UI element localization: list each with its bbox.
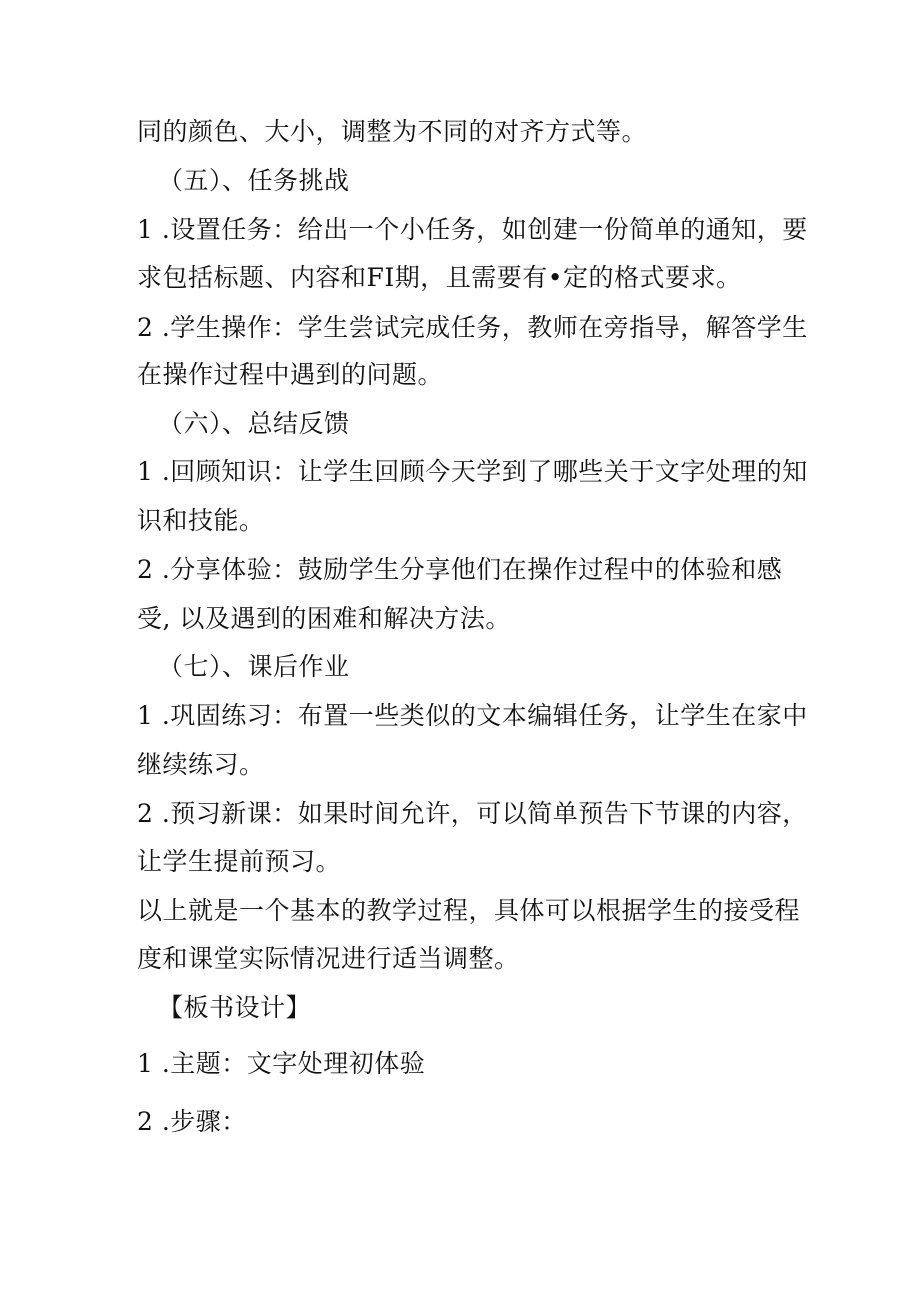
text-line: 在操作过程中遇到的问题。 bbox=[137, 360, 444, 389]
text-line: 让学生提前预习。 bbox=[137, 847, 342, 876]
text-line: 度和课堂实际情况进行适当调整。 bbox=[137, 944, 520, 973]
text-line: 继续练习。 bbox=[137, 750, 265, 779]
text-line: 2 .分享体验：鼓励学生分享他们在操作过程中的体验和感 bbox=[137, 555, 783, 584]
text-line: 同的颜色、大小，调整为不同的对齐方式等。 bbox=[137, 117, 648, 146]
text-line: 2 .学生操作：学生尝试完成任务，教师在旁指导，解答学生 bbox=[137, 313, 808, 342]
text-line: 1 .回顾知识：让学生回顾今天学到了哪些关于文字处理的知 bbox=[137, 457, 808, 486]
text-line: 1 .主题：文字处理初体验 bbox=[137, 1049, 426, 1078]
section-heading: （七）、课后作业 bbox=[158, 652, 350, 681]
text-line: 受, 以及遇到的困难和解决方法。 bbox=[137, 604, 511, 633]
text-line: 识和技能。 bbox=[137, 506, 265, 535]
section-heading: 【板书设计】 bbox=[158, 993, 312, 1022]
section-heading: （六）、总结反馈 bbox=[158, 409, 350, 438]
text-line: 1 .设置任务：给出一个小任务，如创建一份简单的通知，要 bbox=[137, 215, 808, 244]
text-line: 以上就是一个基本的教学过程，具体可以根据学生的接受程 bbox=[137, 896, 801, 925]
text-line: 2 .步骤： bbox=[137, 1107, 247, 1136]
section-heading: （五）、任务挑战 bbox=[158, 166, 350, 195]
text-line: 1 .巩固练习：布置一些类似的文本编辑任务，让学生在家中 bbox=[137, 701, 808, 730]
text-line: 2 .预习新课：如果时间允许，可以简单预告下节课的内容， bbox=[137, 799, 808, 828]
text-line: 求包括标题、内容和FI期，且需要有•定的格式要求。 bbox=[137, 263, 742, 292]
